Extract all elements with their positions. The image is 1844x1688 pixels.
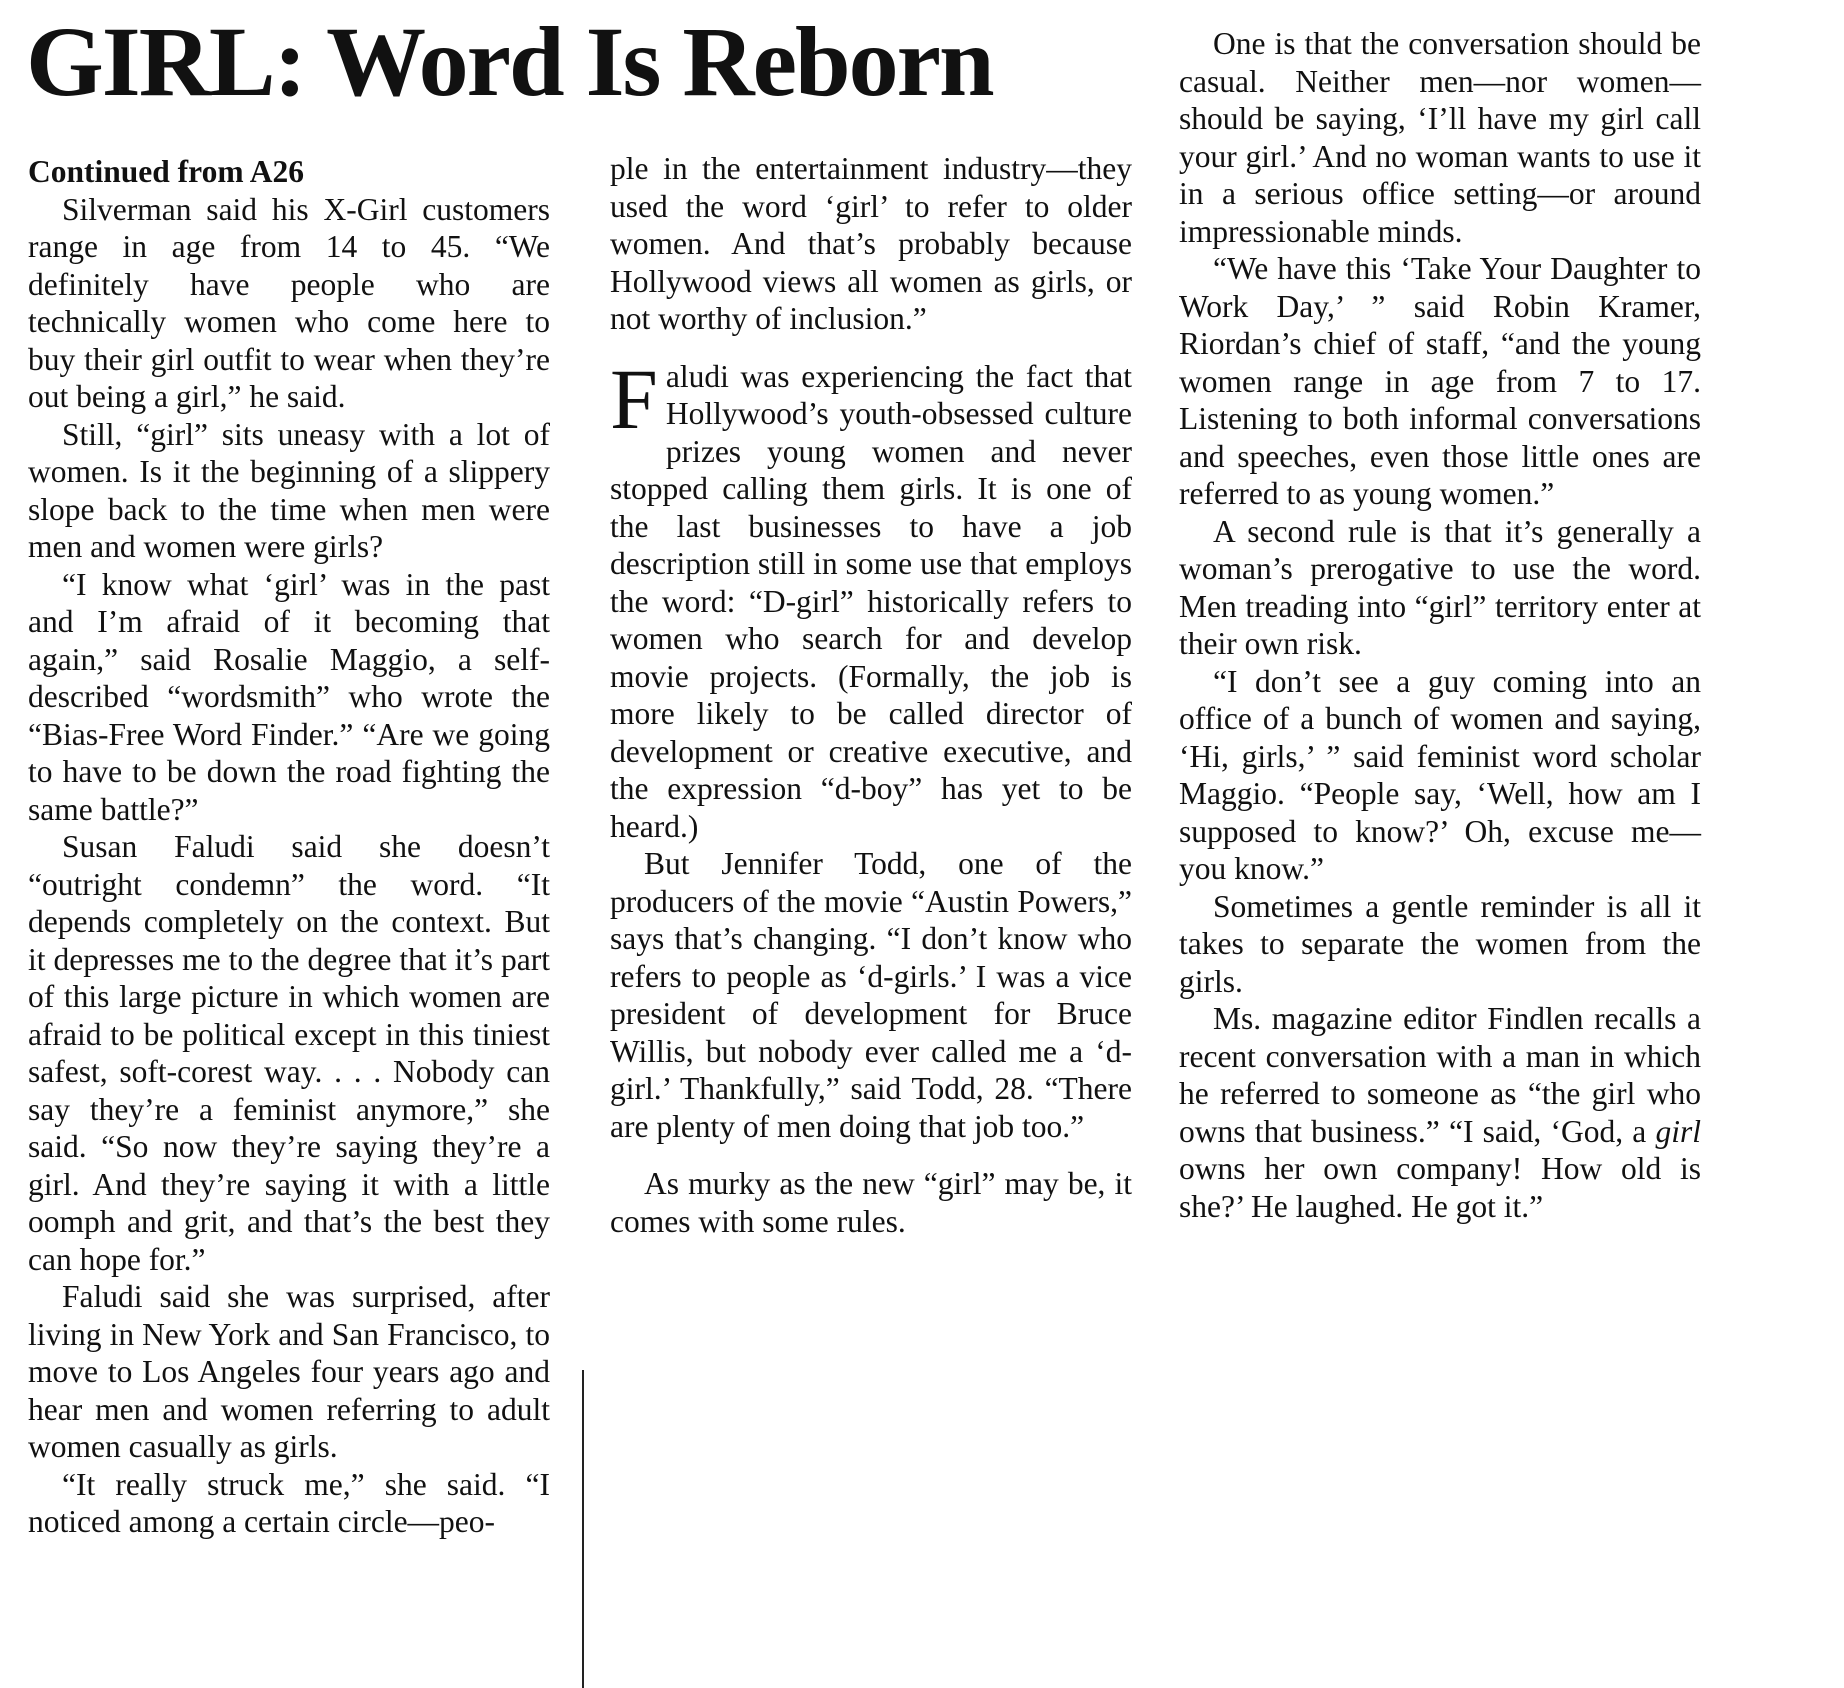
paragraph: Sometimes a gentle reminder is all it takes to separate the women from the girls. [1179, 888, 1701, 999]
continued-from-label: Continued from A26 [28, 154, 304, 189]
paragraph: But Jennifer Todd, one of the producers of the movie “Austin Powers,” says that’s changing. “I don’t know who refers to people as ‘d-girls.’ I was a vice president of development for Bruce Willis, but nobody ever called me a ‘d-girl.’ Thankfully,” said Todd, 28. “There are plenty of men doing that job too.” [610, 846, 1132, 1144]
article-column-2 [610, 150, 1132, 1240]
paragraph: Susan Faludi said she doesn’t “outright condemn” the word. “It depends completely on the context. But it depresses me to the degree that it’s part of this large picture in which women are afraid to be political except in this tiniest safest, soft-corest way. . . . Nobody can say they’re a feminist anymore,” she said. “So now they’re saying they’re a girl. And they’re saying it with a little oomph and grit, and that’s the best they can hope for.” [28, 829, 550, 1277]
paragraph: ple in the entertainment industry—they used the word ‘girl’ to refer to older women. And that’s probably because Hollywood views all women as girls, or not worthy of inclusion.” [610, 151, 1132, 336]
paragraph-text: owns her own company! How old is she?’ He laughed. He got it.” [1179, 1151, 1701, 1224]
paragraph: “I don’t see a guy coming into an office of a bunch of women and saying, ‘Hi, girls,’ ” said feminist word scholar Maggio. “People say, ‘Well, how am I supposed to know?’ Oh, excuse me—you know.” [1179, 663, 1701, 886]
paragraph: “It really struck me,” she said. “I noticed among a certain circle—peo- [28, 1466, 550, 1539]
paragraph: Silverman said his X-Girl customers range in age from 14 to 45. “We definitely have people who are technically women who come here to buy their girl outfit to wear when they’re out being a girl,” he said. [28, 191, 550, 414]
paragraph: “We have this ‘Take Your Daughter to Work Day,’ ” said Robin Kramer, Riordan’s chief of staff, “and the young women range in age from 7 to 17. Listening to both informal conversations and speeches, even those little ones are referred to as young women.” [1179, 251, 1701, 511]
paragraph [1179, 1000, 1701, 1225]
paragraph: As murky as the new “girl” may be, it comes with some rules. [610, 1166, 1132, 1239]
dropcap-paragraph [610, 350, 1132, 846]
paragraph: Faludi said she was surprised, after living in New York and San Francisco, to move to Los Angeles four years ago and hear men and women referring to adult women casually as girls. [28, 1279, 550, 1464]
paragraph: One is that the conversation should be casual. Neither men—nor women—should be saying, ‘I’ll have my girl call your girl.’ And no woman wants to use it in a serious office setting—or around impressionable minds. [1179, 26, 1701, 249]
paragraph-text: Ms. magazine editor Findlen recalls a recent conversation with a man in which he referred to someone as “the girl who owns that business.” “I said, ‘God, a [1179, 1001, 1701, 1149]
emphasis-text: girl [1655, 1113, 1701, 1149]
column-rule [582, 1370, 584, 1688]
paragraph: “I know what ‘girl’ was in the past and I’m afraid of it becoming that again,” said Rosalie Maggio, a self-described “wordsmith” who wrote the “Bias-Free Word Finder.” “Are we going to have to be down the road fighting the same battle?” [28, 566, 550, 827]
paragraph-text: aludi was experiencing the fact that Hollywood’s youth-obsessed culture prizes young women and never stopped calling them girls. It is one of the last businesses to have a job description still in some use that employs the word: “D-girl” historically refers to women who search for and develop movie projects. (Formally, the job is more likely to be called director of development or creative executive, and the expression “d-boy” has yet to be heard.) [610, 358, 1132, 844]
article-column-3 [1179, 25, 1701, 1225]
paragraph: Still, “girl” sits uneasy with a lot of women. Is it the beginning of a slippery slope back to the time when men were men and women were girls? [28, 416, 550, 564]
headline: GIRL: Word Is Reborn [26, 6, 993, 117]
paragraph: A second rule is that it’s generally a woman’s prerogative to use the word. Men treading into “girl” territory enter at their own risk. [1179, 513, 1701, 661]
article-column-1 [28, 153, 550, 1541]
drop-cap: F [610, 350, 658, 447]
